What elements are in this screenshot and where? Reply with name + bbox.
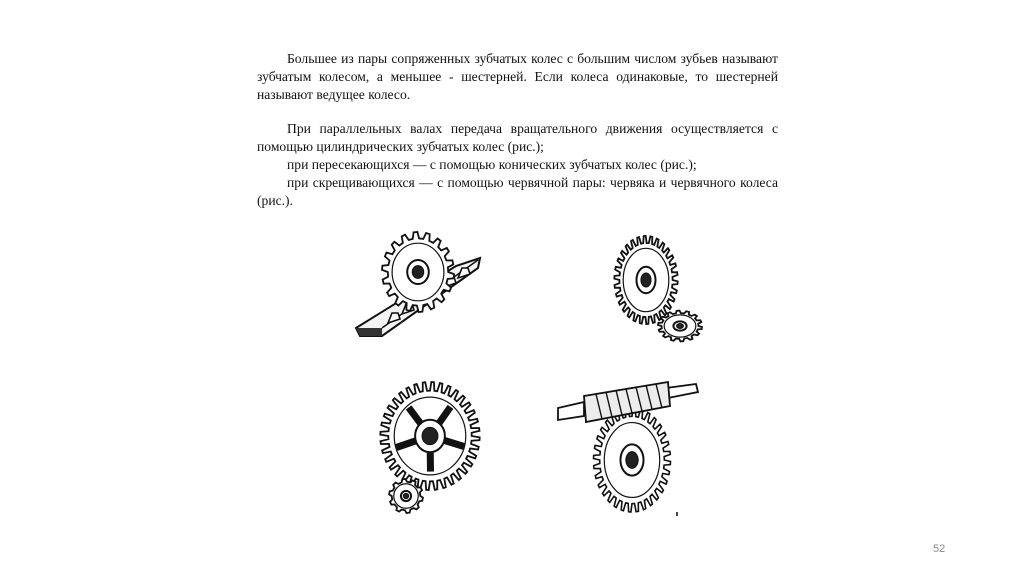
spur-gears-icon — [372, 372, 482, 518]
paragraph-crossing-shafts: при скрещивающихся — с помощью червячной пары: червяка и червячного колеса (рис.). — [257, 174, 778, 208]
rack-pinion-figure — [352, 228, 484, 346]
spur-gears-figure — [372, 372, 482, 518]
worm-gear-figure — [556, 378, 702, 518]
body-text — [257, 50, 778, 209]
rack-pinion-icon — [352, 228, 484, 346]
bevel-gears-figure — [594, 232, 714, 350]
paragraph-gear-definition: Большее из пары сопряженных зубчатых колес с большим числом зубьев называют зубчатым колесом, а меньшее - шестерней. Если колеса одинаковые, то шестерней называют ведущее колесо. — [257, 51, 778, 102]
bevel-gears-icon — [594, 232, 714, 350]
figure-mark — [676, 512, 678, 516]
paragraph-parallel-shafts: При параллельных валах передача вращательного движения осуществляется с помощью цилиндрических зубчатых колес (рис.); — [257, 121, 778, 155]
page-number: 52 — [933, 543, 946, 555]
worm-gear-icon — [556, 378, 702, 518]
paragraph-intersecting-shafts: при пересекающихся — с помощью конических зубчатых колес (рис.); — [287, 156, 697, 172]
